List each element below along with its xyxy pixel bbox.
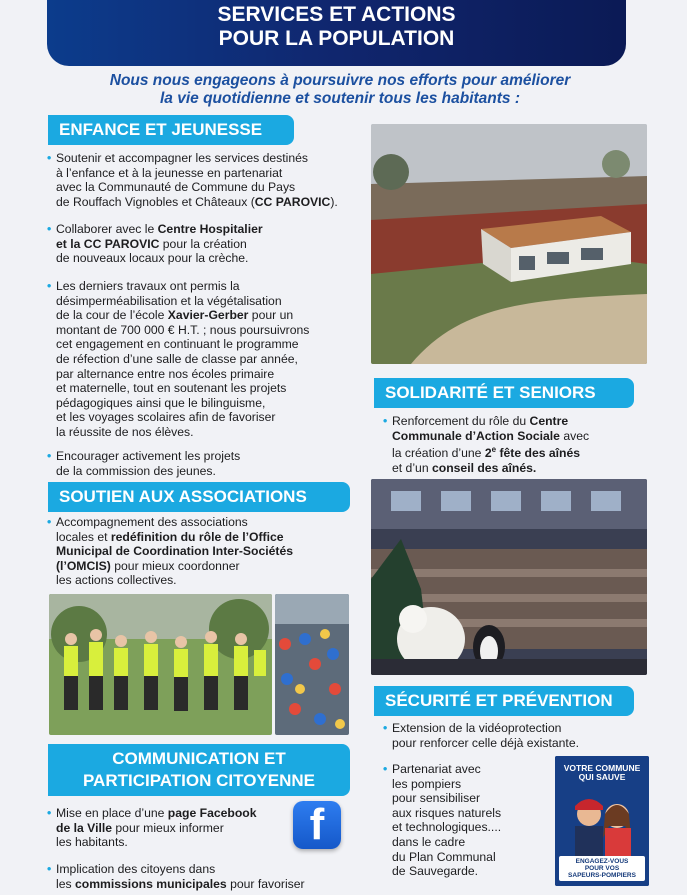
text-line: pédagogiques ainsi que le bilinguisme, (56, 395, 266, 410)
section-title-solidarite-text: SOLIDARITÉ ET SENIORS (385, 383, 596, 402)
text-line: pour renforcer celle déjà existante. (392, 735, 579, 750)
text-part: locales et (56, 529, 111, 544)
text-line: et maternelle, tout en soutenant les projets (56, 381, 287, 396)
poster-cta-line3: SAPEURS-POMPIERS (568, 872, 636, 879)
text-line: de Sauvegarde. (392, 864, 479, 879)
text-line: avec la Communauté de Commune du Pays (56, 180, 296, 195)
text-line: cet engagement en continuant le programme (56, 337, 299, 352)
text-line: de réfection d’une salle de classe par année, (56, 351, 298, 366)
text-part: pour favoriser (226, 876, 305, 891)
text-line: • Implication des citoyens dans (56, 862, 216, 876)
poster-cta (559, 856, 645, 881)
text-line (392, 461, 652, 476)
text-part: de Rouffach Vignobles et Châteaux ( (56, 194, 255, 209)
text-part: pour mieux informer (112, 820, 224, 835)
section-title-enfance-text: ENFANCE ET JEUNESSE (59, 120, 263, 139)
section-title-communication (48, 744, 350, 796)
text-line: • Les derniers travaux ont permis la (56, 279, 240, 293)
text-line (56, 877, 356, 892)
intro-text (40, 72, 640, 108)
section-title-securite (374, 686, 634, 716)
text-line: désimperméabilisation et la végétalisation (56, 293, 282, 308)
text-part: pour la création (159, 236, 247, 251)
text-part: Renforcement du rôle du (392, 414, 530, 428)
section-title-securite-text: SÉCURITÉ ET PRÉVENTION (385, 691, 613, 710)
facebook-icon[interactable] (293, 801, 341, 849)
text-bold: et la CC PAROVIC (56, 236, 160, 251)
text-line: et les voyages scolaires afin de favoriser (56, 410, 276, 425)
text-bold: Xavier-Gerber (167, 308, 249, 323)
text-part: la création d’une (392, 446, 485, 461)
intro-line1: Nous nous engageons à poursuivre nos efforts pour améliorer (109, 72, 571, 89)
associations-walk-photo (49, 594, 272, 735)
text-line: montant de 700 000 € H.T. ; nous poursuivrons (56, 322, 310, 337)
section-title-associations (48, 482, 350, 512)
text-part: et d’un (392, 460, 432, 475)
page-banner (47, 0, 626, 66)
poster-title (557, 764, 647, 782)
text-line (392, 443, 652, 461)
section-title-associations-text: SOUTIEN AUX ASSOCIATIONS (59, 487, 307, 506)
poster-title-line1: VOTRE COMMUNE (563, 763, 641, 773)
poster-cta-line2: POUR VOS (584, 865, 620, 872)
enfance-bullet-4 (47, 449, 374, 478)
text-line (56, 222, 374, 237)
text-line (392, 429, 652, 444)
text-line: à l’enfance et à la jeunesse en partenariat (56, 165, 283, 180)
text-line: les actions collectives. (56, 573, 177, 588)
enfance-bullet-3 (47, 279, 374, 440)
text-line (56, 237, 374, 252)
text-line: la réussite de nos élèves. (56, 424, 194, 439)
text-bold: (l’OMCIS) (56, 558, 111, 573)
text-line (56, 806, 296, 821)
section-title-solidarite (374, 378, 634, 408)
text-bold: commissions municipales (74, 876, 227, 891)
text-bold: Municipal de Coordination Inter-Sociétés (56, 544, 294, 559)
text-part: les (56, 876, 75, 891)
text-line (56, 195, 374, 210)
text-bold: page Facebook (167, 806, 257, 820)
communication-bullet-1 (47, 806, 296, 850)
text-part: Mise en place d’une (56, 806, 168, 820)
text-line: dans le cadre (392, 834, 466, 849)
text-line (56, 308, 374, 323)
text-line: de la commission des jeunes. (56, 463, 216, 478)
poster-title-line2: QUI SAUVE (578, 772, 626, 782)
text-part: ). (330, 194, 338, 209)
text-part: pour un (248, 308, 294, 323)
poster-cta-line1: ENGAGEZ-VOUS (575, 858, 629, 865)
communication-bullet-2 (47, 862, 356, 891)
text-part: Collaborer avec le (56, 222, 158, 236)
text-line: • Partenariat avec (392, 762, 481, 776)
text-line (56, 544, 356, 559)
text-bold: de la Ville (56, 820, 113, 835)
text-line: les habitants. (56, 835, 128, 850)
section-title-enfance (48, 115, 294, 145)
text-bold: 2 (484, 446, 492, 461)
text-line: • Soutenir et accompagner les services destinés (56, 151, 309, 165)
banner-title-line2: POUR LA POPULATION (218, 27, 455, 50)
securite-bullet-2 (383, 762, 557, 879)
text-line: du Plan Communal (392, 849, 496, 864)
text-bold: Centre Hospitalier (157, 222, 263, 236)
text-part: de la cour de l’école (56, 308, 168, 323)
text-bold: redéfinition du rôle de l’Office (110, 529, 284, 544)
text-line: les pompiers (392, 776, 462, 791)
section-title-communication-line1: COMMUNICATION ET (112, 749, 286, 768)
text-line: par alternance entre nos écoles primaire (56, 366, 275, 381)
associations-crowd-photo (275, 594, 349, 735)
text-bold: Centre (529, 414, 569, 428)
text-bold: fête des aînés (496, 446, 581, 461)
text-bold: CC PAROVIC (254, 194, 331, 209)
text-sup: e (491, 445, 497, 455)
text-line: de nouveaux locaux pour la crèche. (56, 251, 249, 266)
text-line (56, 821, 296, 836)
enfance-bullet-2 (47, 222, 374, 266)
text-line: pour sensibiliser (392, 791, 481, 806)
seniors-event-photo (371, 479, 647, 675)
associations-bullet (47, 515, 356, 588)
text-line (56, 530, 356, 545)
text-bold: Communale d’Action Sociale (392, 428, 560, 443)
securite-bullet-1 (383, 721, 652, 750)
text-line: • Extension de la vidéoprotection (392, 721, 562, 735)
intro-line2: la vie quotidienne et soutenir tous les habitants : (160, 90, 520, 107)
firefighters-poster (555, 756, 649, 886)
text-line: • Accompagnement des associations (56, 515, 248, 529)
school-building-photo (371, 124, 647, 364)
text-line: • Encourager activement les projets (56, 449, 241, 463)
text-part: pour mieux coordonner (110, 558, 240, 573)
text-part: avec (559, 428, 590, 443)
solidarite-bullet (383, 414, 652, 475)
text-bold: conseil des aînés. (431, 460, 537, 475)
section-title-communication-line2: PARTICIPATION CITOYENNE (82, 771, 316, 790)
text-line: et technologiques.... (392, 820, 502, 835)
facebook-glyph: f (309, 800, 325, 849)
text-line (392, 414, 652, 429)
text-line (56, 559, 356, 574)
enfance-bullet-1 (47, 151, 374, 209)
text-line: aux risques naturels (392, 805, 502, 820)
banner-title-line1: SERVICES ET ACTIONS (217, 3, 456, 26)
